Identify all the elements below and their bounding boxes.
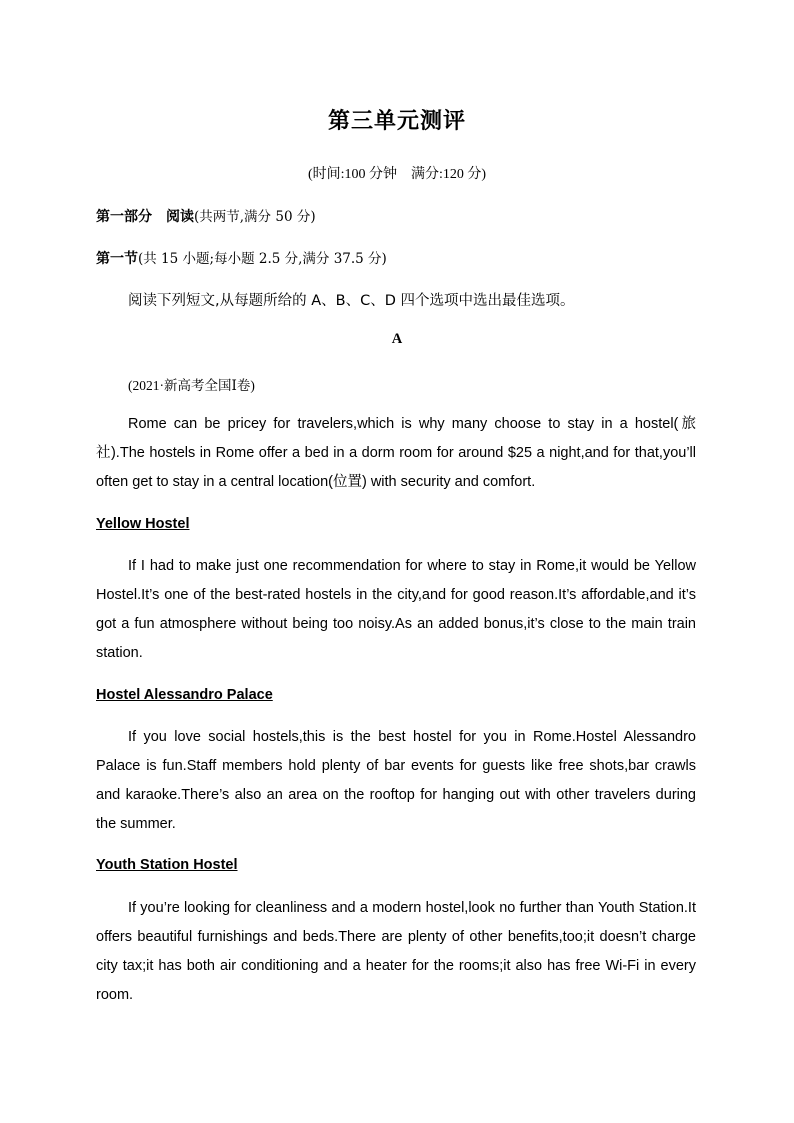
hostel-heading-yellow: Yellow Hostel: [96, 516, 190, 532]
section-note: (共 15 小题;每小题 2.5 分,满分 37.5 分): [138, 251, 387, 267]
part-label: 第一部分 阅读: [96, 209, 194, 225]
section-heading: [96, 247, 387, 268]
page-title: 第三单元测评: [327, 109, 466, 134]
part-heading: [96, 205, 316, 226]
hostel-paragraph-yellow: If I had to make just one recommendation for where to stay in Rome,it would be Yellow Hostel.It’s one of the best-rated hostels in the city,and for good reason.It’s affordable,and it’s got a fun atmosphere without being too noisy.As an added bonus,it’s close to the main train station.: [96, 558, 696, 661]
instruction-text: 阅读下列短文,从每题所给的 A、B、C、D 四个选项中选出最佳选项。: [128, 293, 575, 309]
hostel-heading-youth-station: Youth Station Hostel: [96, 857, 238, 873]
exam-time-score: (时间:100 分钟 满分:120 分): [307, 167, 487, 182]
hostel-paragraph-youth-station: If you’re looking for cleanliness and a modern hostel,look no further than Youth Station.It offers beautiful furnishings and beds.There are plenty of other benefits,too;it doesn’t charge city tax;it has both air conditioning and a heater for the rooms;it also has free Wi-Fi in every room.: [96, 900, 696, 1003]
section-label: 第一节: [96, 251, 138, 267]
passage-letter: A: [391, 331, 403, 347]
part-note: (共两节,满分 50 分): [194, 209, 316, 225]
hostel-paragraph-alessandro: If you love social hostels,this is the best hostel for you in Rome.Hostel Alessandro Palace is fun.Staff members hold plenty of bar events for guests like free shots,bar crawls and karaoke.There’s also an area on the rooftop for hanging out with other travelers during the summer.: [96, 729, 696, 832]
passage-source: (2021·新高考全国Ⅰ卷): [128, 378, 255, 393]
intro-paragraph: Rome can be pricey for travelers,which is why many choose to stay in a hostel(旅社).The hostels in Rome offer a bed in a dorm room for around $25 a night,and for that,you’ll often get to stay in a central location(位置) with security and comfort.: [96, 416, 696, 490]
hostel-heading-alessandro: Hostel Alessandro Palace: [96, 687, 273, 703]
